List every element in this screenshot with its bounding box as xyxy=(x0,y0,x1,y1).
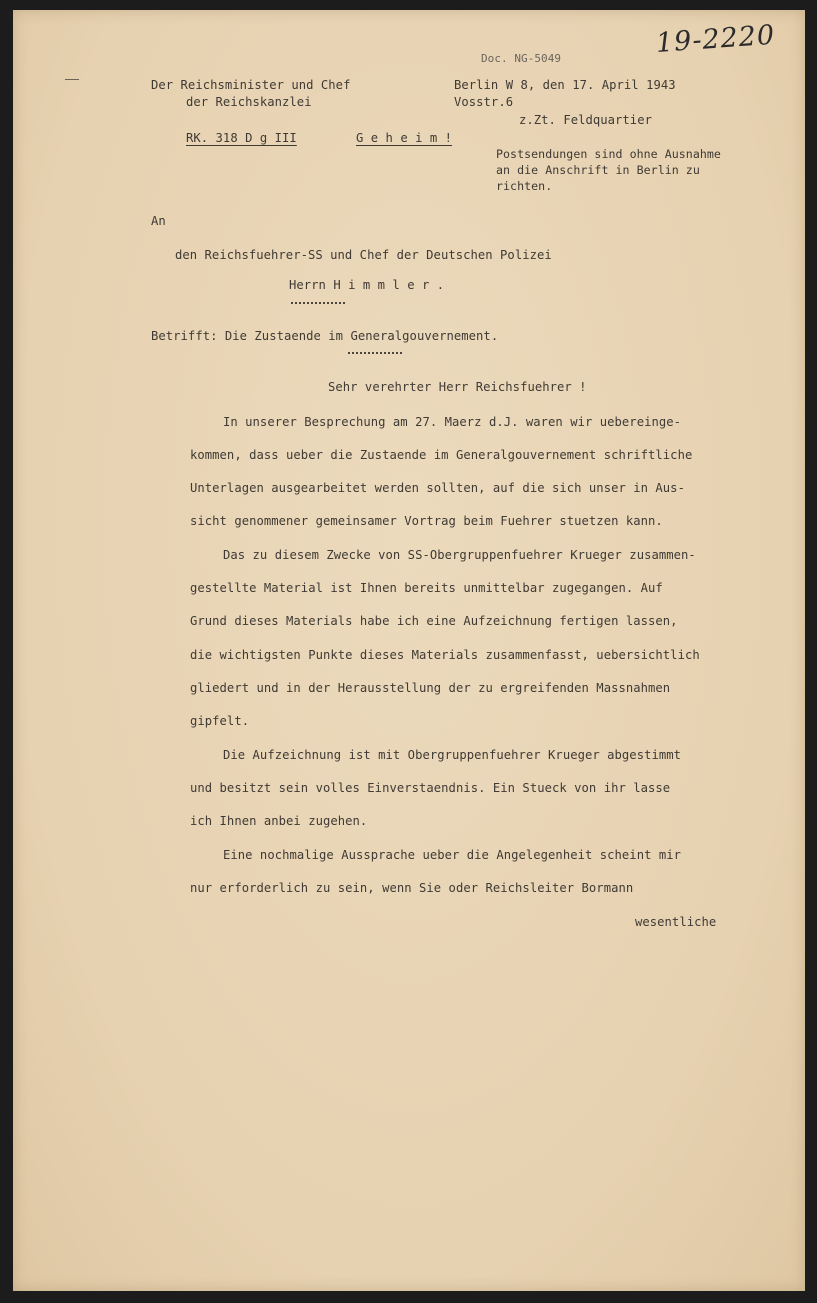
recipient-name: Herrn H i m m l e r . xyxy=(289,278,445,292)
body-line: In unserer Besprechung am 27. Maerz d.J. waren wir uebereinge- xyxy=(223,415,682,429)
sender-line-2: der Reichskanzlei xyxy=(186,95,312,109)
salutation: Sehr verehrter Herr Reichsfuehrer ! xyxy=(328,380,587,394)
postal-note-line-2: an die Anschrift in Berlin zu xyxy=(496,163,700,177)
body-line: die wichtigsten Punkte dieses Materials zusammenfasst, uebersichtlich xyxy=(190,648,700,662)
body-line: Unterlagen ausgearbeitet werden sollten, auf die sich unser in Aus- xyxy=(190,481,685,495)
body-line: ich Ihnen anbei zugehen. xyxy=(190,814,368,828)
file-number: RK. 318 D g III xyxy=(186,131,297,145)
body-line: Das zu diesem Zwecke von SS-Obergruppenfuehrer Krueger zusammen- xyxy=(223,548,696,562)
body-line: gipfelt. xyxy=(190,714,250,728)
body-line: Die Aufzeichnung ist mit Obergruppenfuehrer Krueger abgestimmt xyxy=(223,748,682,762)
body-line: und besitzt sein volles Einverstaendnis. Ein Stueck von ihr lasse xyxy=(190,781,671,795)
recipient-title: den Reichsfuehrer-SS und Chef der Deutschen Polizei xyxy=(175,248,552,262)
postal-note-line-3: richten. xyxy=(496,179,553,193)
street-address: Vosstr.6 xyxy=(454,95,514,109)
catchword: wesentliche xyxy=(635,915,717,929)
place-date: Berlin W 8, den 17. April 1943 xyxy=(454,78,676,92)
classification-stamp: G e h e i m ! xyxy=(356,131,453,145)
body-line: gestellte Material ist Ihnen bereits unmittelbar zugegangen. Auf xyxy=(190,581,663,595)
document-reference: Doc. NG-5049 xyxy=(481,52,562,65)
name-underline xyxy=(291,302,345,304)
body-line: kommen, dass ueber die Zustaende im Generalgouvernement schriftliche xyxy=(190,448,693,462)
document-page xyxy=(13,10,805,1291)
body-line: gliedert und in der Herausstellung der zu ergreifenden Massnahmen xyxy=(190,681,671,695)
temporary-location: z.Zt. Feldquartier xyxy=(519,113,652,127)
body-line: nur erforderlich zu sein, wenn Sie oder Reichsleiter Bormann xyxy=(190,881,634,895)
sender-line-1: Der Reichsminister und Chef xyxy=(151,78,351,92)
margin-mark xyxy=(65,79,79,80)
body-line: Grund dieses Materials habe ich eine Aufzeichnung fertigen lassen, xyxy=(190,614,678,628)
archive-number: 19-2220 xyxy=(655,19,777,59)
subject-line: Betrifft: Die Zustaende im Generalgouvernement. xyxy=(151,329,499,343)
body-line: sicht genommener gemeinsamer Vortrag beim Fuehrer stuetzen kann. xyxy=(190,514,663,528)
address-to: An xyxy=(151,214,166,228)
subject-underline xyxy=(348,352,402,354)
body-line: Eine nochmalige Aussprache ueber die Angelegenheit scheint mir xyxy=(223,848,682,862)
postal-note-line-1: Postsendungen sind ohne Ausnahme xyxy=(496,147,721,161)
